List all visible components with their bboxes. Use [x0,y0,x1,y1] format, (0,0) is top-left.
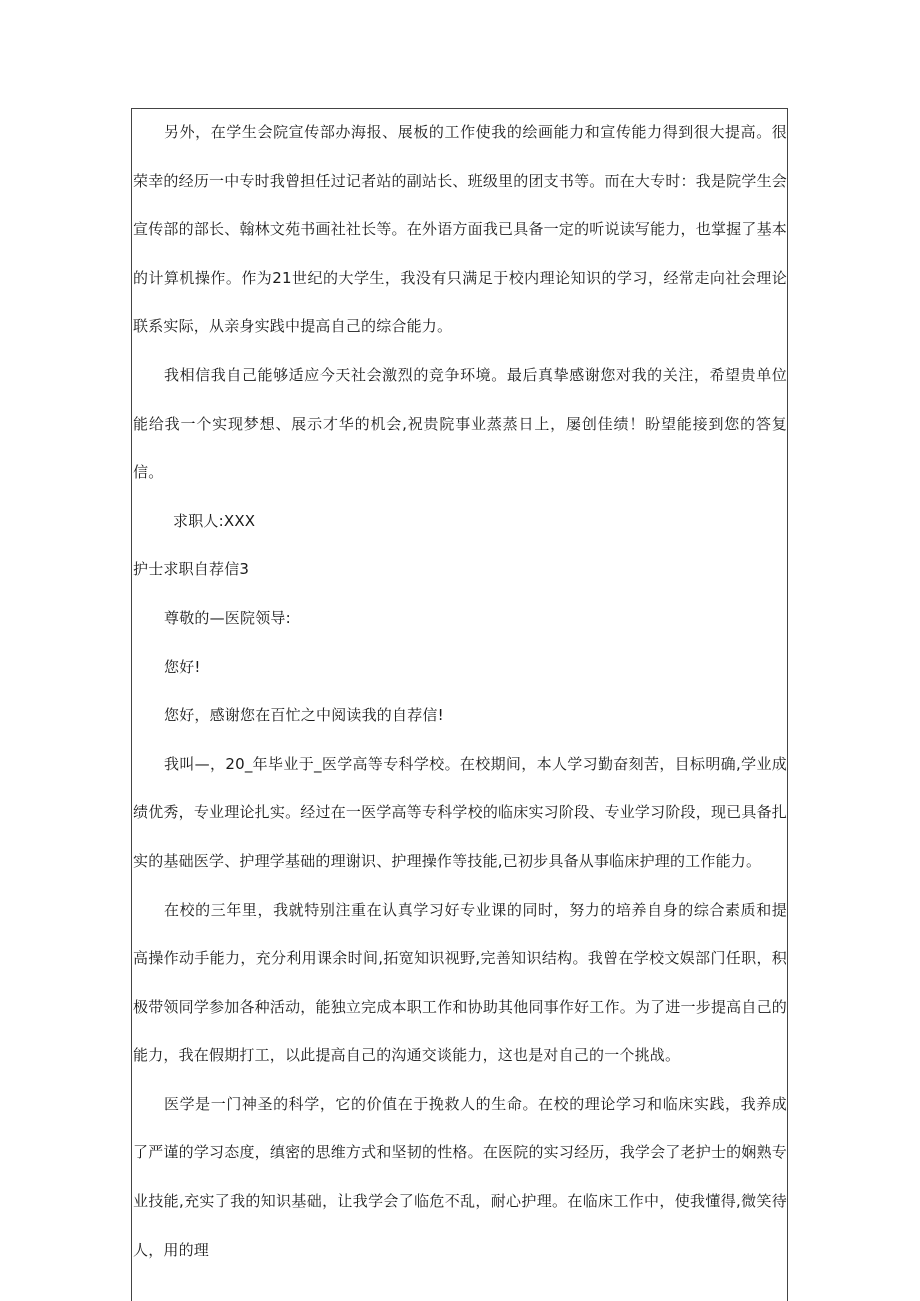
greeting: 您好! [164,657,201,676]
signature: 求职人:XXX [173,511,256,530]
paragraph-education: 我叫—，20_年毕业于_医学高等专科学校。在校期间，本人学习勤奋刻苦，目标明确,学业成绩优秀，专业理论扎实。经过在一医学高等专科学校的临床实习阶段、专业学习阶段，现已具备扎实的基础医学、护理学基础的理谢识、护理操作等技能,已初步具备从事临床护理的工作能力。 [133,754,787,870]
document-body [133,108,787,1274]
paragraph-skills: 另外，在学生会院宣传部办海报、展板的工作使我的绘画能力和宣传能力得到很大提高。很荣幸的经历一中专时我曾担任过记者站的副站长、班级里的团支书等。而在大专时：我是院学生会宣传部的部长、翰林文苑书画社社长等。在外语方面我已具备一定的听说读写能力，也掌握了基本的计算机操作。作为21世纪的大学生，我没有只满足于校内理论知识的学习，经常走向社会理论联系实际，从亲身实践中提高自己的综合能力。 [133,123,787,336]
intro-line: 您好，感谢您在百忙之中阅读我的自荐信! [164,706,444,725]
paragraph-closing: 我相信我自己能够适应今天社会激烈的竞争环境。最后真挚感谢您对我的关注，希望贵单位能给我一个实现梦想、展示才华的机会,祝贵院事业蒸蒸日上，屡创佳绩！盼望能接到您的答复信。 [133,365,787,482]
paragraph-medicine: 医学是一门神圣的科学，它的价值在于挽救人的生命。在校的理论学习和临床实践，我养成了严谨的学习态度，缜密的思维方式和坚韧的性格。在医院的实习经历，我学会了老护士的娴熟专业技能,充实了我的知识基础，让我学会了临危不乱，耐心护理。在临床工作中，使我懂得,微笑待人，用的理 [133,1094,787,1259]
section-title: 护士求职自荐信3 [133,560,250,579]
salutation: 尊敬的—医院领导: [164,608,291,627]
paragraph-school-years: 在校的三年里，我就特别注重在认真学习好专业课的同时，努力的培养自身的综合素质和提高操作动手能力，充分利用课余时间,拓宽知识视野,完善知识结构。我曾在学校文娱部门任职，积极带领同学参加各种活动，能独立完成本职工作和协助其他同事作好工作。为了进一步提高自己的能力，我在假期打工，以此提高自己的沟通交谈能力，这也是对自己的一个挑战。 [133,900,787,1065]
